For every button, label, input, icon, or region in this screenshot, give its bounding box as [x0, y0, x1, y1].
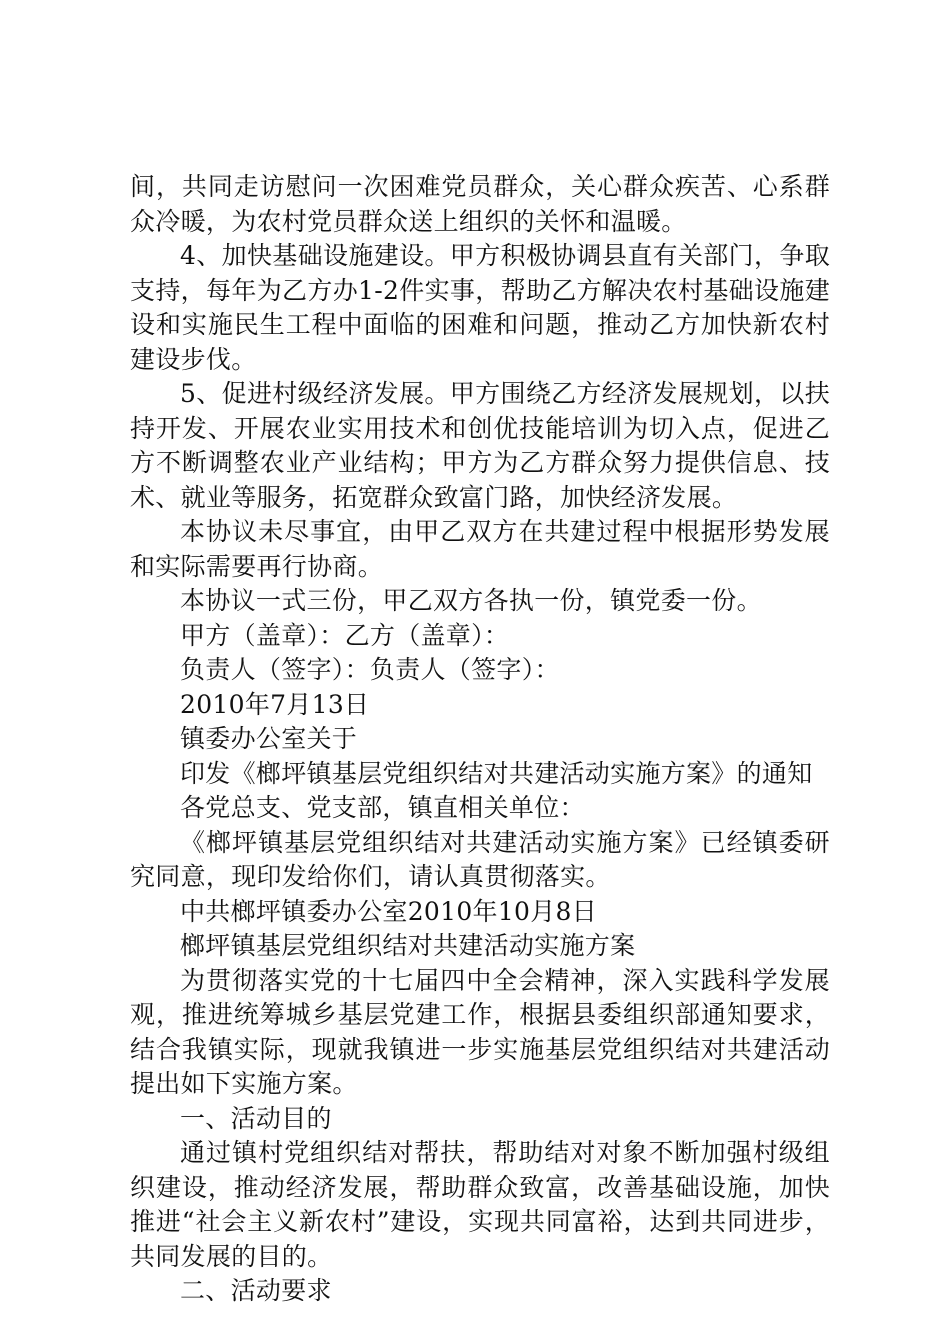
paragraph-economy: 5、促进村级经济发展。甲方围绕乙方经济发展规划，以扶持开发、开展农业实用技术和创优技能培训为切入点，促进乙方不断调整农业产业结构；甲方为乙方群众努力提供信息、技术、就业等服务，拓宽群众致富门路，加快经济发展。 — [130, 379, 830, 512]
section-heading-requirements: 二、活动要求 — [180, 1276, 332, 1305]
notice-addressee: 各党总支、党支部，镇直相关单位： — [180, 793, 585, 822]
paragraph-date: 2010年7月13日 — [180, 689, 370, 719]
notice-issuer-date: 中共榔坪镇委办公室2010年10月8日 — [180, 896, 598, 926]
paragraph-copies: 本协议一式三份，甲乙双方各执一份，镇党委一份。 — [180, 586, 762, 615]
paragraph-visit-continuation: 间，共同走访慰问一次困难党员群众，关心群众疾苦、心系群众冷暖，为农村党员群众送上组织的关怀和温暖。 — [130, 172, 830, 236]
plan-intro: 为贯彻落实党的十七届四中全会精神，深入实践科学发展观，推进统筹城乡基层党建工作，根据县委组织部通知要求，结合我镇实际，现就我镇进一步实施基层党组织结对共建活动提出如下实施方案。 — [130, 965, 830, 1098]
paragraph-signature-line: 负责人（签字）：负责人（签字）： — [180, 655, 560, 684]
paragraph-seal-line: 甲方（盖章）：乙方（盖章）： — [180, 620, 510, 650]
notice-body: 《榔坪镇基层党组织结对共建活动实施方案》已经镇委研究同意，现印发给你们，请认真贯彻落实。 — [130, 827, 830, 891]
notice-heading-line-1: 镇委办公室关于 — [180, 724, 358, 753]
paragraph-unfinished-matters: 本协议未尽事宜，由甲乙双方在共建过程中根据形势发展和实际需要再行协商。 — [130, 517, 830, 581]
paragraph-infrastructure: 4、加快基础设施建设。甲方积极协调县直有关部门，争取支持，每年为乙方办1-2件实事，帮助乙方解决农村基础设施建设和实施民生工程中面临的困难和问题，推动乙方加快新农村建设步伐。 — [130, 241, 830, 374]
section-purpose-body: 通过镇村党组织结对帮扶，帮助结对对象不断加强村级组织建设，推动经济发展，帮助群众致富，改善基础设施，加快推进“社会主义新农村”建设，实现共同富裕，达到共同进步，共同发展的目的。 — [130, 1138, 830, 1271]
notice-heading-line-2: 印发《榔坪镇基层党组织结对共建活动实施方案》的通知 — [180, 758, 813, 788]
section-heading-purpose: 一、活动目的 — [180, 1103, 332, 1133]
plan-title: 榔坪镇基层党组织结对共建活动实施方案 — [180, 931, 636, 960]
document-body — [130, 170, 830, 1309]
